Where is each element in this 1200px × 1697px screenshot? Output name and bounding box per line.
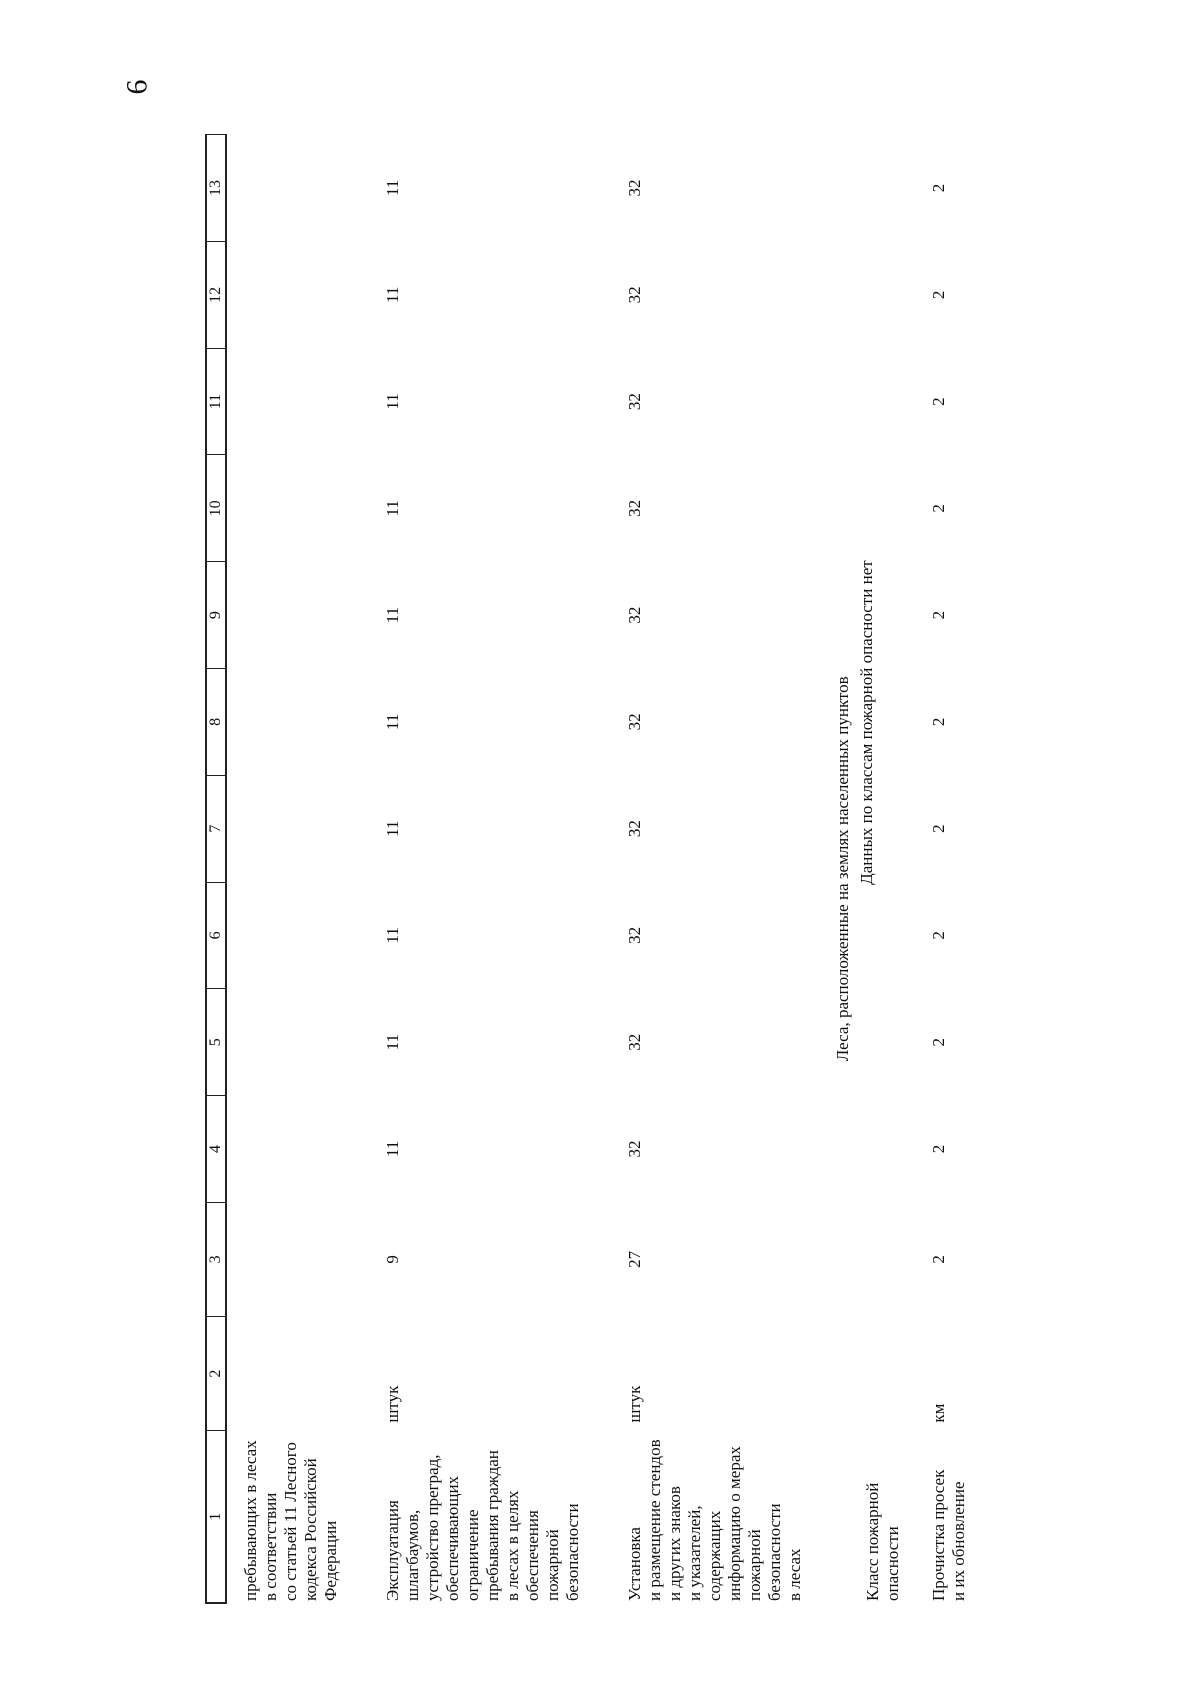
page-number: 6 bbox=[120, 79, 154, 95]
table-cell bbox=[226, 775, 341, 882]
table-cell: 2 bbox=[929, 1255, 948, 1264]
row-name: Эксплуатация шлагбаумов, устройство преград, обеспечивающих ограничение пребывания граждан в лесах в целях обеспечения пожарной безопасности bbox=[383, 1450, 582, 1601]
table-cell: 2 bbox=[929, 931, 948, 940]
column-header: 5 bbox=[206, 989, 226, 1096]
table-cell: 11 bbox=[383, 927, 402, 944]
table-cell: 32 bbox=[625, 606, 644, 624]
table-row bbox=[583, 135, 805, 1604]
table-cell bbox=[226, 562, 341, 669]
table-cell: 2 bbox=[929, 1037, 948, 1047]
column-header: 9 bbox=[206, 562, 226, 669]
row-unit: штук bbox=[383, 1385, 402, 1423]
column-header: 7 bbox=[206, 775, 226, 882]
table-cell: 2 bbox=[929, 824, 948, 833]
table-cell: 2 bbox=[929, 1144, 948, 1154]
table-cell: 11 bbox=[383, 500, 402, 517]
row-name: Установка и размещение стендов и других знаков и указателей, содержащих информацию о мерах пожарной безопасности в лесах bbox=[625, 1439, 804, 1601]
class-note: Данных по классам пожарной опасности нет bbox=[857, 560, 876, 885]
table-cell: 2 bbox=[929, 397, 948, 406]
column-header: 8 bbox=[206, 669, 226, 776]
row-unit bbox=[226, 1317, 341, 1431]
class-row bbox=[853, 135, 903, 1604]
column-header: 13 bbox=[206, 135, 226, 242]
table-row bbox=[226, 135, 341, 1604]
table-cell bbox=[226, 1202, 341, 1316]
table-cell: 32 bbox=[625, 713, 644, 731]
table-cell: 2 bbox=[929, 717, 948, 727]
column-header: 2 bbox=[206, 1317, 226, 1431]
table-cell: 9 bbox=[383, 1255, 402, 1264]
table-cell: 32 bbox=[625, 286, 644, 304]
table-cell bbox=[226, 241, 341, 348]
section-heading-row bbox=[805, 135, 853, 1604]
table-cell: 2 bbox=[929, 290, 948, 300]
column-header: 10 bbox=[206, 455, 226, 562]
table-cell: 11 bbox=[383, 179, 402, 197]
table-cell: 32 bbox=[625, 1033, 644, 1051]
table-cell: 32 bbox=[625, 499, 644, 517]
table-row bbox=[903, 135, 969, 1604]
table-cell: 2 bbox=[929, 183, 948, 193]
table-cell: 32 bbox=[625, 179, 644, 197]
section-heading: Леса, расположенные на землях населенных пунктов bbox=[833, 676, 852, 1062]
row-name: Прочистка просек и их обновление bbox=[929, 1469, 968, 1601]
table-cell: 32 bbox=[625, 393, 644, 411]
row-unit: штук bbox=[625, 1385, 644, 1423]
table-cell: 11 bbox=[383, 286, 402, 304]
table-cell: 11 bbox=[383, 820, 402, 837]
row-unit: км bbox=[929, 1403, 948, 1423]
table-cell: 32 bbox=[625, 1140, 644, 1158]
table-cell: 32 bbox=[625, 926, 644, 944]
table-cell bbox=[226, 348, 341, 455]
table-cell: 2 bbox=[929, 504, 948, 513]
table-cell: 32 bbox=[625, 820, 644, 838]
header-row bbox=[206, 135, 226, 1604]
table-cell bbox=[226, 989, 341, 1096]
table-cell: 11 bbox=[383, 713, 402, 731]
column-header: 6 bbox=[206, 882, 226, 989]
table-cell bbox=[226, 882, 341, 989]
table-cell: 11 bbox=[383, 1140, 402, 1158]
column-header: 3 bbox=[206, 1202, 226, 1316]
row-name: пребывающих в лесах в соответствии со статьей 11 Лесного кодекса Российской Федерации bbox=[241, 1440, 340, 1601]
table-cell bbox=[226, 135, 341, 242]
table-cell: 11 bbox=[383, 393, 402, 410]
column-header: 11 bbox=[206, 348, 226, 455]
column-header: 1 bbox=[206, 1431, 226, 1603]
table-cell bbox=[226, 669, 341, 776]
table-cell bbox=[226, 1096, 341, 1203]
data-table bbox=[205, 134, 969, 1604]
table-cell: 11 bbox=[383, 606, 402, 624]
table-cell: 11 bbox=[383, 1034, 402, 1051]
table-cell: 27 bbox=[625, 1250, 644, 1268]
table-cell bbox=[226, 455, 341, 562]
table-row bbox=[341, 135, 583, 1604]
row-name: Класс пожарной опасности bbox=[863, 1482, 902, 1601]
table-cell: 2 bbox=[929, 610, 948, 620]
column-header: 4 bbox=[206, 1096, 226, 1203]
column-header: 12 bbox=[206, 241, 226, 348]
